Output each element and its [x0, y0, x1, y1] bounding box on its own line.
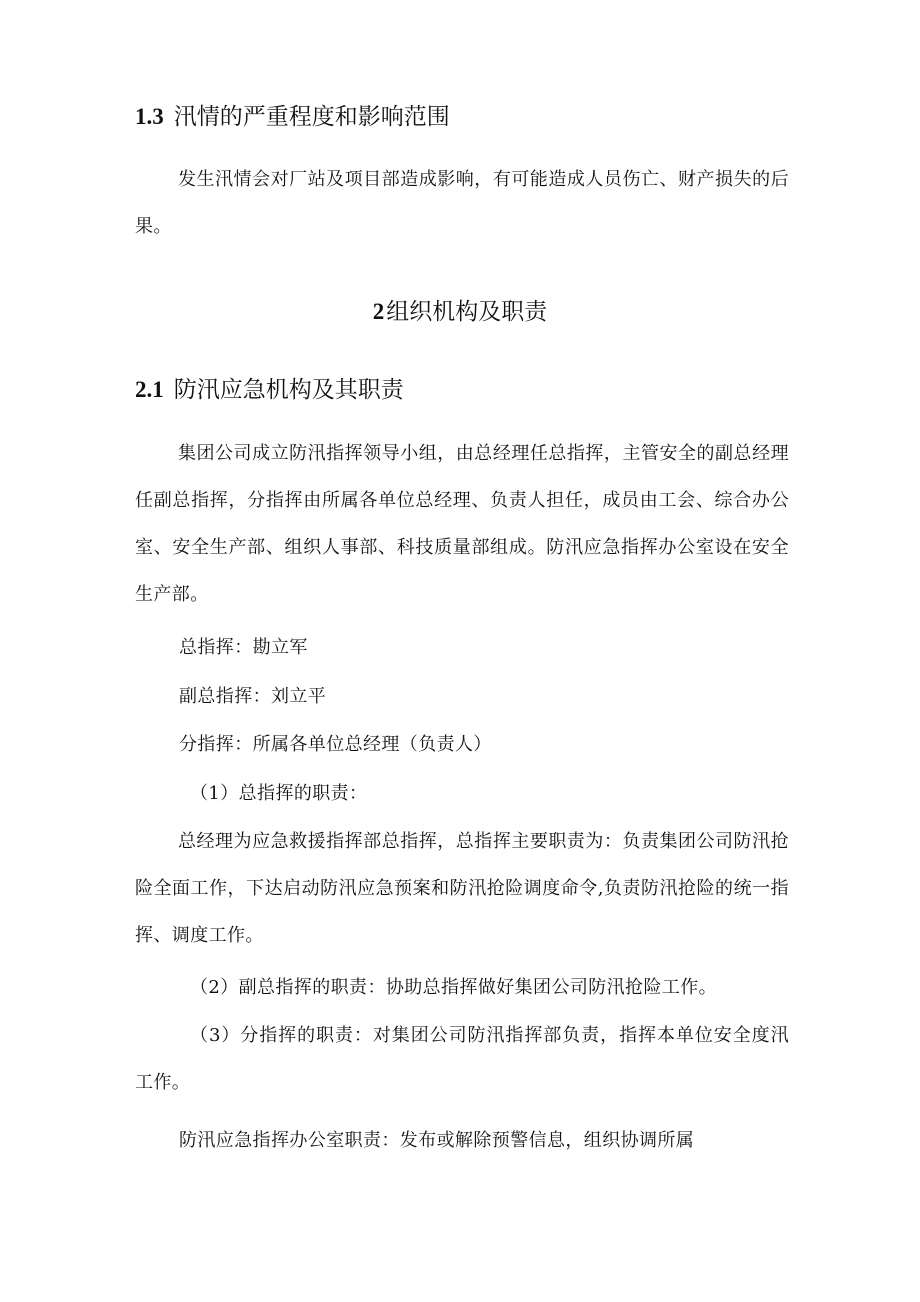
section-title: 汛情的严重程度和影响范围 — [173, 104, 450, 130]
chief-commander-line: 总指挥：勘立军 — [179, 637, 308, 658]
section-number: 1.3 — [135, 104, 164, 129]
paragraph-duty-3: （3）分指挥的职责：对集团公司防汛指挥部负责，指挥本单位安全度汛工作。 — [135, 1025, 789, 1093]
chapter-title: 组织机构及职责 — [386, 299, 548, 325]
paragraph-organization-intro: 集团公司成立防汛指挥领导小组，由总经理任总指挥，主管安全的副总经理任副总指挥，分指挥由所属各单位总经理、负责人担任，成员由工会、综合办公室、安全生产部、组织人事部、科技质量部组成。防汛应急指挥办公室设在安全生产部。 — [135, 443, 789, 605]
section-title: 防汛应急机构及其职责 — [173, 377, 404, 403]
paragraph-chief-duties: 总经理为应急救援指挥部总指挥，总指挥主要职责为：负责集团公司防汛抢险全面工作，下达启动防汛应急预案和防汛抢险调度命令,负责防汛抢险的统一指挥、调度工作。 — [135, 831, 789, 946]
duty-1-heading: （1）总指挥的职责： — [190, 783, 368, 804]
chapter-heading-2 — [0, 296, 920, 328]
deputy-commander-line: 副总指挥：刘立平 — [179, 686, 327, 707]
sub-commander-line: 分指挥：所属各单位总经理（负责人） — [179, 734, 492, 755]
duty-2-line: （2）副总指挥的职责：协助总指挥做好集团公司防汛抢险工作。 — [190, 977, 718, 998]
section-heading-1-3 — [135, 101, 450, 133]
section-number: 2.1 — [135, 377, 164, 402]
office-duty-line: 防汛应急指挥办公室职责：发布或解除预警信息，组织协调所属 — [179, 1130, 695, 1151]
section-heading-2-1 — [135, 374, 404, 406]
paragraph-flood-impact: 发生汛情会对厂站及项目部造成影响，有可能造成人员伤亡、财产损失的后果。 — [135, 169, 789, 237]
chapter-number: 2 — [372, 299, 385, 324]
